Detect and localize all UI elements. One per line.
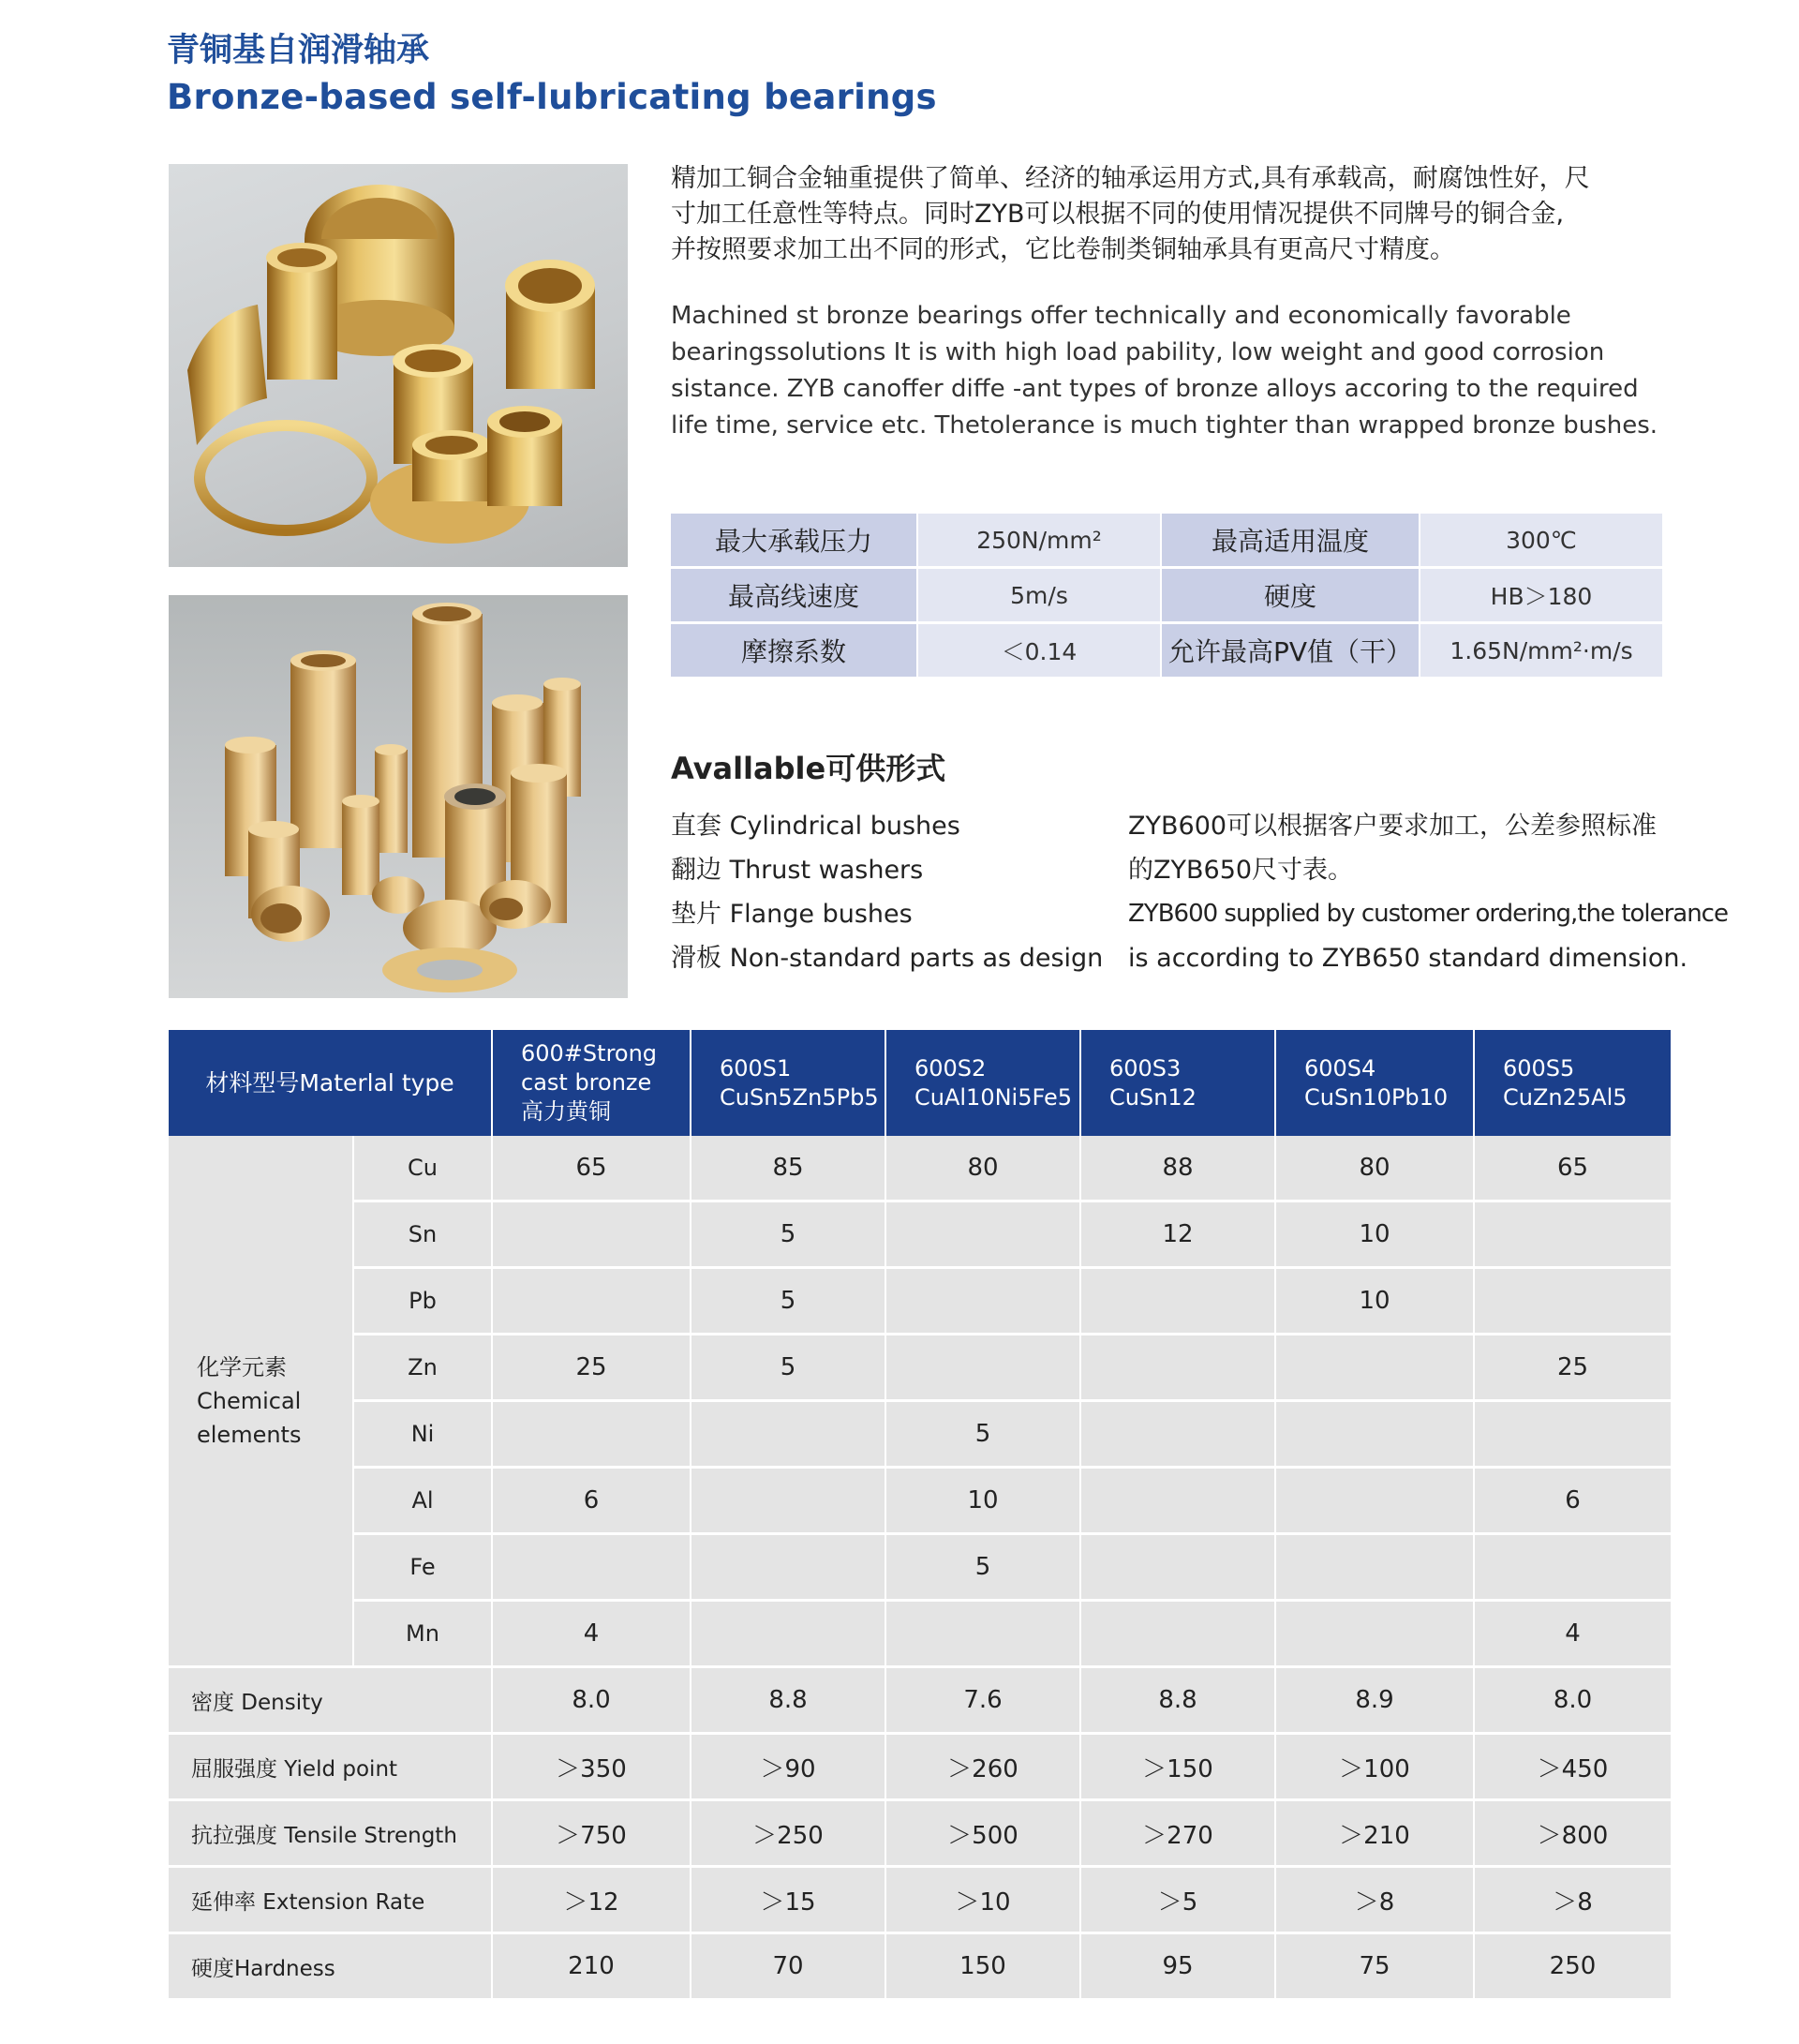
table-cell: ＞10: [885, 1867, 1080, 1933]
chem-row: [169, 1335, 1671, 1401]
row-label: 延伸率 Extension Rate: [169, 1867, 492, 1933]
table-cell: [492, 1268, 691, 1335]
material-line: 600S4: [1304, 1054, 1376, 1082]
table-cell: [691, 1468, 885, 1534]
chem-row: [169, 1534, 1671, 1601]
note-line: ZYB600 supplied by customer ordering,the tolerance: [1128, 900, 1728, 928]
table-cell: 5: [691, 1268, 885, 1335]
property-row: [169, 1933, 1671, 2000]
table-cell: [885, 1335, 1080, 1401]
table-cell: 8.8: [691, 1667, 885, 1734]
table-cell: [492, 1534, 691, 1601]
table-cell: 8.0: [1474, 1667, 1671, 1734]
element-label: Pb: [353, 1268, 492, 1335]
material-line: CuSn12: [1109, 1083, 1197, 1111]
table-cell: ＞260: [885, 1734, 1080, 1800]
property-row: [169, 1667, 1671, 1734]
tolerance-note: [1128, 804, 1728, 980]
element-label: Sn: [353, 1201, 492, 1268]
element-label: Al: [353, 1468, 492, 1534]
material-line: CuSn10Pb10: [1304, 1083, 1449, 1111]
table-cell: 88: [1080, 1136, 1275, 1201]
property-label: 允许最高PV值（干）: [1162, 624, 1419, 679]
table-cell: 65: [1474, 1136, 1671, 1201]
table-cell: 5: [885, 1401, 1080, 1468]
element-label: Cu: [353, 1136, 492, 1201]
intro-en-line: sistance. ZYB canoffer diffe -ant types of bronze alloys accoring to the required: [671, 375, 1639, 403]
bronze-bushings-photo-1: [169, 164, 628, 567]
intro-cn-line: 寸加工任意性等特点。同时ZYB可以根据不同的使用情况提供不同牌号的铜合金,: [671, 200, 1565, 229]
table-cell: ＞8: [1275, 1867, 1474, 1933]
form-item: 翻边 Thrust washers: [671, 856, 924, 885]
material-column-header: [1474, 1030, 1671, 1136]
intro-chinese: [671, 161, 1692, 268]
property-value: ＜0.14: [918, 624, 1160, 679]
material-column-header: [1080, 1030, 1275, 1136]
row-label: 抗拉强度 Tensile Strength: [169, 1800, 492, 1867]
table-cell: ＞450: [1474, 1734, 1671, 1800]
property-row: [169, 1734, 1671, 1800]
material-type-header: 材料型号Materlal type: [169, 1030, 492, 1136]
property-value: HB＞180: [1420, 569, 1662, 624]
material-line: CuSn5Zn5Pb5: [720, 1083, 879, 1111]
element-label: Fe: [353, 1534, 492, 1601]
property-value: 5m/s: [918, 569, 1160, 624]
property-value: 300℃: [1420, 514, 1662, 569]
property-label: 最大承载压力: [671, 514, 916, 569]
table-cell: 10: [1275, 1268, 1474, 1335]
material-line: 600S5: [1503, 1054, 1575, 1082]
table-cell: 80: [1275, 1136, 1474, 1201]
table-cell: 65: [492, 1136, 691, 1201]
table-cell: 4: [1474, 1601, 1671, 1667]
table-cell: [1080, 1335, 1275, 1401]
table-cell: 7.6: [885, 1667, 1080, 1734]
table-cell: 10: [1275, 1201, 1474, 1268]
table-cell: 25: [1474, 1335, 1671, 1401]
table-cell: [1275, 1335, 1474, 1401]
table-cell: 80: [885, 1136, 1080, 1201]
table-cell: [1080, 1401, 1275, 1468]
property-label: 最高线速度: [671, 569, 916, 624]
table-cell: ＞150: [1080, 1734, 1275, 1800]
spec-header-row: [169, 1030, 1671, 1136]
table-cell: [492, 1201, 691, 1268]
table-cell: ＞250: [691, 1800, 885, 1867]
material-line: 高力黄铜: [521, 1098, 611, 1125]
group-line: elements: [197, 1421, 302, 1448]
table-cell: [1275, 1601, 1474, 1667]
table-cell: 150: [885, 1933, 1080, 2000]
properties-row: [671, 624, 1662, 679]
material-line: CuAl10Ni5Fe5: [914, 1083, 1073, 1111]
table-cell: [1080, 1601, 1275, 1667]
material-spec-table: [169, 1030, 1671, 2001]
chem-row: [169, 1201, 1671, 1268]
material-column-header: [691, 1030, 885, 1136]
table-cell: 250: [1474, 1933, 1671, 2000]
property-row: [169, 1867, 1671, 1933]
table-cell: [1474, 1268, 1671, 1335]
table-cell: [691, 1401, 885, 1468]
table-cell: 75: [1275, 1933, 1474, 2000]
available-forms-list: [671, 804, 1103, 980]
table-cell: ＞12: [492, 1867, 691, 1933]
intro-en-line: life time, service etc. Thetolerance is much tighter than wrapped bronze bushes.: [671, 411, 1658, 440]
intro-cn-line: 精加工铜合金轴重提供了简单、经济的轴承运用方式,具有承载高，耐腐蚀性好，尺: [671, 164, 1590, 193]
intro-english: [671, 298, 1692, 444]
table-cell: ＞750: [492, 1800, 691, 1867]
table-cell: 6: [492, 1468, 691, 1534]
row-label: 屈服强度 Yield point: [169, 1734, 492, 1800]
property-row: [169, 1800, 1671, 1867]
table-cell: 95: [1080, 1933, 1275, 2000]
available-forms-title: Avallable可供形式: [671, 751, 946, 786]
chem-row: [169, 1136, 1671, 1201]
properties-table: [669, 514, 1664, 679]
element-label: Zn: [353, 1335, 492, 1401]
material-column-header: [1275, 1030, 1474, 1136]
properties-row: [671, 514, 1662, 569]
chem-row: [169, 1468, 1671, 1534]
table-cell: [1275, 1401, 1474, 1468]
table-cell: [1275, 1468, 1474, 1534]
material-column-header: [885, 1030, 1080, 1136]
table-cell: ＞500: [885, 1800, 1080, 1867]
table-cell: [885, 1601, 1080, 1667]
chem-row: [169, 1601, 1671, 1667]
property-value: 1.65N/mm²·m/s: [1420, 624, 1662, 679]
table-cell: 10: [885, 1468, 1080, 1534]
table-cell: 6: [1474, 1468, 1671, 1534]
material-column-header: [492, 1030, 691, 1136]
table-cell: 4: [492, 1601, 691, 1667]
material-line: 600#Strong: [521, 1040, 658, 1067]
table-cell: [691, 1534, 885, 1601]
table-cell: 25: [492, 1335, 691, 1401]
table-cell: ＞800: [1474, 1800, 1671, 1867]
page-title-en: Bronze-based self-lubricating bearings: [167, 77, 937, 117]
material-line: 600S3: [1109, 1054, 1182, 1082]
material-line: cast bronze: [521, 1069, 652, 1096]
table-cell: 5: [691, 1201, 885, 1268]
table-cell: [1080, 1468, 1275, 1534]
element-label: Mn: [353, 1601, 492, 1667]
table-cell: 85: [691, 1136, 885, 1201]
table-cell: [1474, 1201, 1671, 1268]
material-line: 600S2: [914, 1054, 987, 1082]
table-cell: ＞100: [1275, 1734, 1474, 1800]
material-line: CuZn25Al5: [1503, 1083, 1628, 1111]
property-label: 摩擦系数: [671, 624, 916, 679]
chem-row: [169, 1268, 1671, 1335]
group-line: 化学元素: [197, 1353, 287, 1380]
intro-en-line: bearingssolutions It is with high load pability, low weight and good corrosion: [671, 338, 1605, 366]
bronze-bushings-photo-2: [169, 595, 628, 998]
table-cell: [691, 1601, 885, 1667]
table-cell: 8.0: [492, 1667, 691, 1734]
table-cell: ＞90: [691, 1734, 885, 1800]
form-item: 垫片 Flange bushes: [671, 900, 913, 929]
table-cell: 70: [691, 1933, 885, 2000]
property-label: 最高适用温度: [1162, 514, 1419, 569]
intro-en-line: Machined st bronze bearings offer technically and economically favorable: [671, 302, 1571, 330]
table-cell: 5: [691, 1335, 885, 1401]
form-item: 直套 Cylindrical bushes: [671, 812, 960, 841]
form-item: 滑板 Non-standard parts as design: [671, 944, 1104, 973]
table-cell: ＞5: [1080, 1867, 1275, 1933]
table-cell: ＞210: [1275, 1800, 1474, 1867]
property-value: 250N/mm²: [918, 514, 1160, 569]
property-label: 硬度: [1162, 569, 1419, 624]
table-cell: [885, 1268, 1080, 1335]
table-cell: [1080, 1268, 1275, 1335]
note-line: is according to ZYB650 standard dimension.: [1128, 944, 1688, 973]
table-cell: [1080, 1534, 1275, 1601]
chemical-elements-label: [169, 1136, 353, 1667]
table-cell: ＞15: [691, 1867, 885, 1933]
table-cell: 210: [492, 1933, 691, 2000]
table-cell: [1474, 1401, 1671, 1468]
table-cell: 8.9: [1275, 1667, 1474, 1734]
note-line: ZYB600可以根据客户要求加工，公差参照标准: [1128, 812, 1658, 841]
table-cell: [1474, 1534, 1671, 1601]
group-line: Chemical: [197, 1387, 302, 1414]
intro-cn-line: 并按照要求加工出不同的形式，它比卷制类铜轴承具有更高尺寸精度。: [671, 235, 1455, 264]
note-line: 的ZYB650尺寸表。: [1128, 856, 1354, 885]
element-label: Ni: [353, 1401, 492, 1468]
table-cell: [492, 1401, 691, 1468]
table-cell: ＞350: [492, 1734, 691, 1800]
table-cell: ＞8: [1474, 1867, 1671, 1933]
page-title-cn: 青铜基自润滑轴承: [167, 32, 430, 69]
table-cell: [885, 1201, 1080, 1268]
table-cell: 12: [1080, 1201, 1275, 1268]
material-line: 600S1: [720, 1054, 792, 1082]
row-label: 密度 Density: [169, 1667, 492, 1734]
table-cell: [1275, 1534, 1474, 1601]
table-cell: ＞270: [1080, 1800, 1275, 1867]
chem-row: [169, 1401, 1671, 1468]
row-label: 硬度Hardness: [169, 1933, 492, 2000]
table-cell: 8.8: [1080, 1667, 1275, 1734]
properties-row: [671, 569, 1662, 624]
table-cell: 5: [885, 1534, 1080, 1601]
